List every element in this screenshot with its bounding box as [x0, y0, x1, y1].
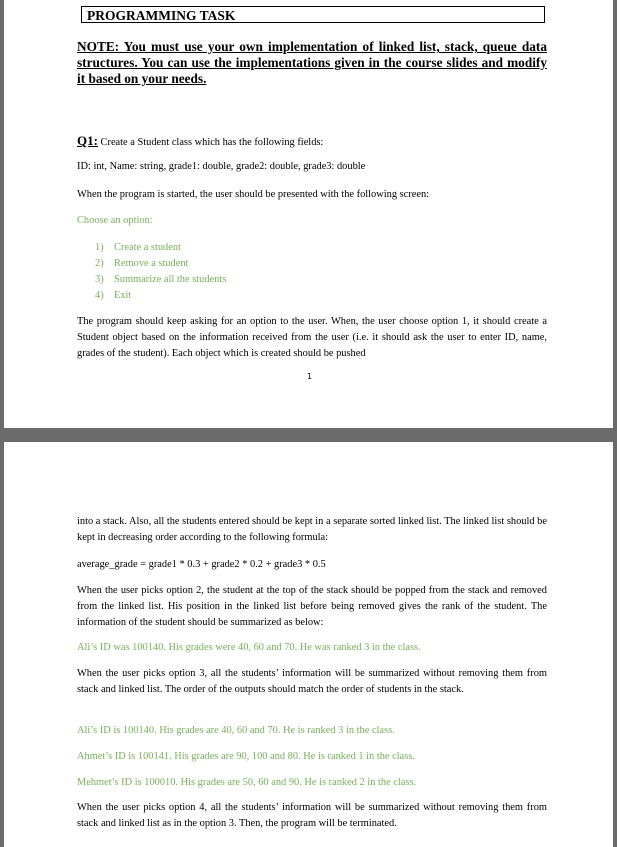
menu-item: 1) Create a student	[95, 242, 181, 253]
q1-heading	[77, 133, 323, 149]
document-page-1	[4, 0, 613, 428]
removal-example: Ali’s ID was 100140. His grades were 40, 60 and 70. He was ranked 3 in the class.	[77, 642, 421, 653]
stack-paragraph: into a stack. Also, all the students entered should be kept in a separate sorted linked list. The linked list should be kept in decreasing order according to the following formula:	[77, 516, 547, 543]
option3-paragraph: When the user picks option 3, all the students’ information will be summarized without removing them from stack and linked list. The order of the outputs should match the order of students in the stack.	[77, 668, 547, 695]
page-number: 1	[307, 372, 313, 381]
summary-line: Ali’s ID is 100140. His grades are 40, 60 and 70. He is ranked 3 in the class.	[77, 725, 395, 736]
option-menu	[95, 240, 226, 304]
option4-paragraph: When the user picks option 4, all the students’ information will be summarized without removing them from stack and linked list as in the option 3. Then, the program will be terminated.	[77, 802, 547, 829]
student-fields: ID: int, Name: string, grade1: double, grade2: double, grade3: double	[77, 161, 366, 172]
menu-item: 3) Summarize all the students	[95, 274, 227, 285]
document-page-2	[4, 442, 613, 847]
screen-intro: When the program is started, the user should be presented with the following screen:	[77, 189, 430, 200]
page-title: PROGRAMMING TASK	[81, 6, 545, 23]
summary-line: Mehmet’s ID is 100010. His grades are 50, 60 and 90. He is ranked 2 in the class.	[77, 777, 417, 788]
option2-paragraph: When the user picks option 2, the student at the top of the stack should be popped from the stack and removed from the linked list. His position in the linked list before being removed gives the rank of the student. The information of the student should be summarized as below:	[77, 585, 547, 628]
choose-option-prompt: Choose an option:	[77, 215, 153, 226]
average-formula: average_grade = grade1 * 0.3 + grade2 * 0.2 + grade3 * 0.5	[77, 559, 326, 570]
menu-item: 2) Remove a student	[95, 258, 189, 269]
menu-item: 4) Exit	[95, 290, 132, 301]
note-paragraph: NOTE: You must use your own implementation of linked list, stack, queue data structures. You can use the implementations given in the course slides and modify it based on your needs.	[77, 39, 547, 86]
option1-paragraph: The program should keep asking for an option to the user. When, the user choose option 1, it should create a Student object based on the information received from the user (i.e. it should ask the user to enter ID, name, grades of the student). Each object which is created should be pushed	[77, 316, 547, 359]
summary-line: Ahmet’s ID is 100141. His grades are 90, 100 and 80. He is ranked 1 in the class.	[77, 751, 415, 762]
q1-label: Q1:	[77, 133, 98, 148]
q1-text: Create a Student class which has the following fields:	[97, 137, 324, 148]
